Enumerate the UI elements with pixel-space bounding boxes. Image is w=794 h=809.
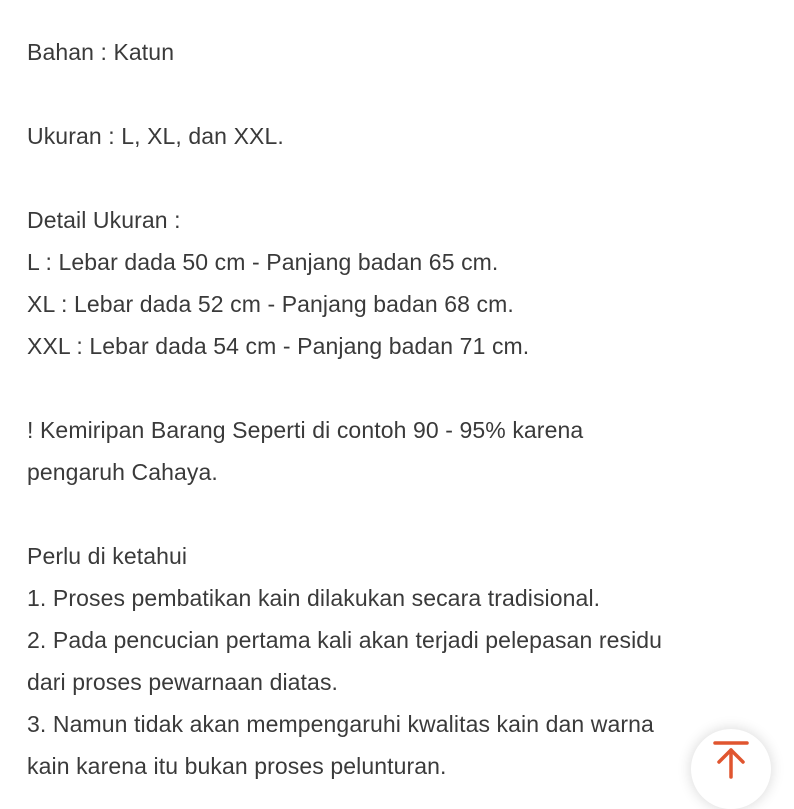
info-line-5: kain karena itu bukan proses pelunturan. (27, 753, 447, 779)
size-detail-l: L : Lebar dada 50 cm - Panjang badan 65 cm. (27, 249, 499, 275)
spacer (27, 73, 777, 115)
size-detail-xxl: XXL : Lebar dada 54 cm - Panjang badan 71 cm. (27, 333, 530, 359)
info-line-4: 3. Namun tidak akan mempengaruhi kwalitas kain dan warna (27, 711, 654, 737)
back-to-top-button[interactable] (691, 729, 771, 809)
size-detail-title: Detail Ukuran : (27, 207, 181, 233)
note-line-2: pengaruh Cahaya. (27, 459, 218, 485)
note-line-1: ! Kemiripan Barang Seperti di contoh 90 - 95% karena (27, 417, 584, 443)
material-text: Bahan : Katun (27, 39, 175, 65)
sizes-text: Ukuran : L, XL, dan XXL. (27, 123, 284, 149)
info-line-1: 1. Proses pembatikan kain dilakukan secara tradisional. (27, 585, 601, 611)
spacer (27, 493, 777, 535)
size-detail-xl: XL : Lebar dada 52 cm - Panjang badan 68 cm. (27, 291, 514, 317)
info-line-2: 2. Pada pencucian pertama kali akan terjadi pelepasan residu (27, 627, 663, 653)
info-line-3: dari proses pewarnaan diatas. (27, 669, 339, 695)
spacer (27, 367, 777, 409)
product-description (27, 31, 777, 787)
spacer (27, 157, 777, 199)
info-title: Perlu di ketahui (27, 543, 188, 569)
arrow-up-to-top-icon (711, 739, 751, 779)
